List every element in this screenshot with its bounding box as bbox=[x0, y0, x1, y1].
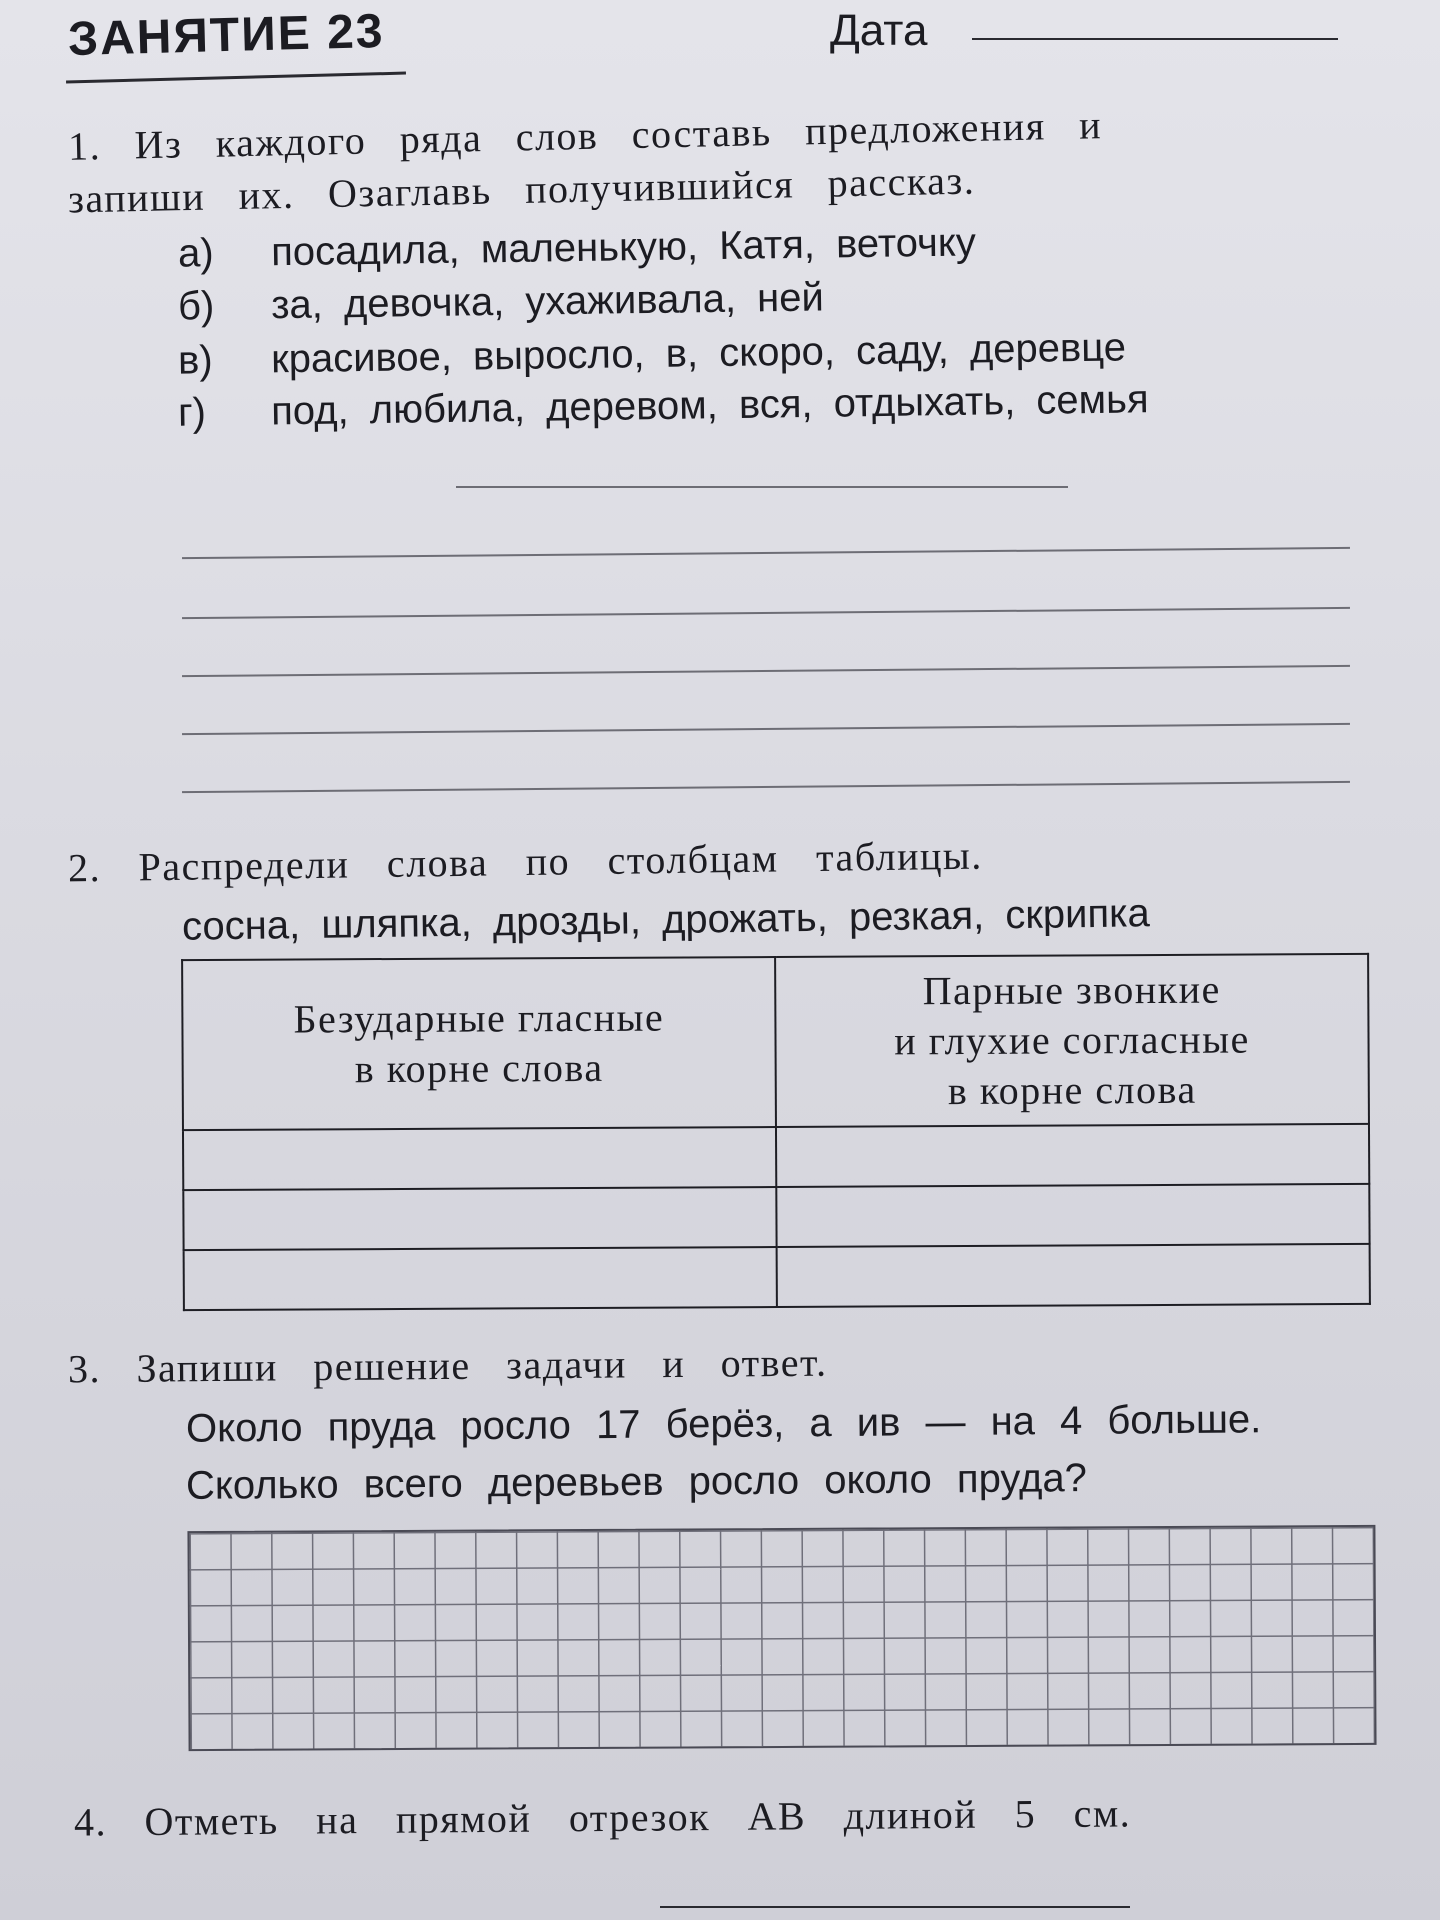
column2-heading-line1: Парные звонкие bbox=[922, 966, 1221, 1014]
task2-words: сосна, шляпка, дрозды, дрожать, резкая, скрипка bbox=[181, 891, 1151, 949]
table-row bbox=[183, 1184, 1369, 1250]
column2-heading-line2: и глухие согласные bbox=[894, 1016, 1250, 1064]
row-letter: б) bbox=[177, 284, 215, 329]
column1-heading-line1: Безударные гласные bbox=[293, 994, 665, 1042]
sorting-table bbox=[181, 953, 1371, 1311]
writing-line[interactable] bbox=[182, 607, 1350, 619]
task4-number: 4. bbox=[73, 1799, 108, 1845]
row-letter: в) bbox=[177, 338, 213, 383]
writing-line[interactable] bbox=[182, 781, 1350, 793]
writing-line[interactable] bbox=[182, 723, 1350, 735]
task1-row-d bbox=[178, 377, 1149, 436]
table-cell[interactable] bbox=[183, 1187, 776, 1250]
table-header-row bbox=[182, 954, 1369, 1130]
column1-heading-line2: в корне слова bbox=[354, 1044, 604, 1092]
writing-line[interactable] bbox=[182, 665, 1350, 677]
table-row bbox=[184, 1244, 1370, 1310]
task3-problem-line1: Около пруда росло 17 берёз, а ив — на 4 больше. bbox=[185, 1397, 1262, 1451]
solution-grid[interactable] bbox=[187, 1525, 1376, 1751]
task3-text bbox=[68, 1339, 828, 1393]
table-row bbox=[183, 1124, 1369, 1190]
task1-text-line2: запиши их. Озаглавь получившийся рассказ. bbox=[67, 157, 976, 222]
table-cell[interactable] bbox=[777, 1244, 1370, 1307]
row-letter: а) bbox=[177, 231, 214, 276]
row-letter: г) bbox=[177, 390, 207, 435]
table-cell[interactable] bbox=[776, 1184, 1369, 1247]
column2-heading-line3: в корне слова bbox=[947, 1066, 1197, 1114]
answer-line[interactable] bbox=[660, 1906, 1130, 1908]
task1-row-b bbox=[178, 275, 824, 329]
task3-number: 3. bbox=[67, 1346, 102, 1392]
table-cell[interactable] bbox=[183, 1127, 776, 1190]
row-words: под, любила, деревом, вся, отдыхать, семья bbox=[270, 377, 1149, 434]
task1-instruction-part1: Из каждого ряда слов составь предложения и bbox=[134, 102, 1103, 168]
task2-instruction: Распредели слова по столбцам таблицы. bbox=[138, 832, 984, 890]
title-underline bbox=[66, 72, 406, 84]
table-cell[interactable] bbox=[776, 1124, 1369, 1187]
date-input-line[interactable] bbox=[972, 38, 1338, 40]
table-header-cell bbox=[775, 954, 1369, 1127]
task1-number: 1. bbox=[67, 123, 102, 169]
task4-text bbox=[74, 1789, 1132, 1845]
row-words: посадила, маленькую, Катя, веточку bbox=[270, 220, 977, 275]
task3-instruction: Запиши решение задачи и ответ. bbox=[136, 1339, 828, 1391]
date-label: Дата bbox=[830, 6, 928, 55]
task3-problem-line2: Сколько всего деревьев росло около пруда? bbox=[185, 1456, 1088, 1508]
task1-row-c bbox=[178, 325, 1127, 383]
task2-number: 2. bbox=[67, 844, 102, 891]
story-title-line[interactable] bbox=[456, 486, 1068, 488]
row-words: за, девочка, ухаживала, ней bbox=[270, 275, 825, 328]
task4-instruction: Отметь на прямой отрезок АВ длиной 5 см. bbox=[144, 1790, 1132, 1844]
writing-line[interactable] bbox=[182, 547, 1350, 559]
lesson-title: ЗАНЯТИЕ 23 bbox=[67, 4, 386, 67]
task2-text bbox=[68, 832, 983, 892]
table-cell[interactable] bbox=[184, 1247, 777, 1310]
task1-row-a bbox=[178, 220, 976, 276]
row-words: красивое, выросло, в, скоро, саду, деревце bbox=[270, 325, 1127, 382]
table-header-cell bbox=[182, 957, 776, 1130]
